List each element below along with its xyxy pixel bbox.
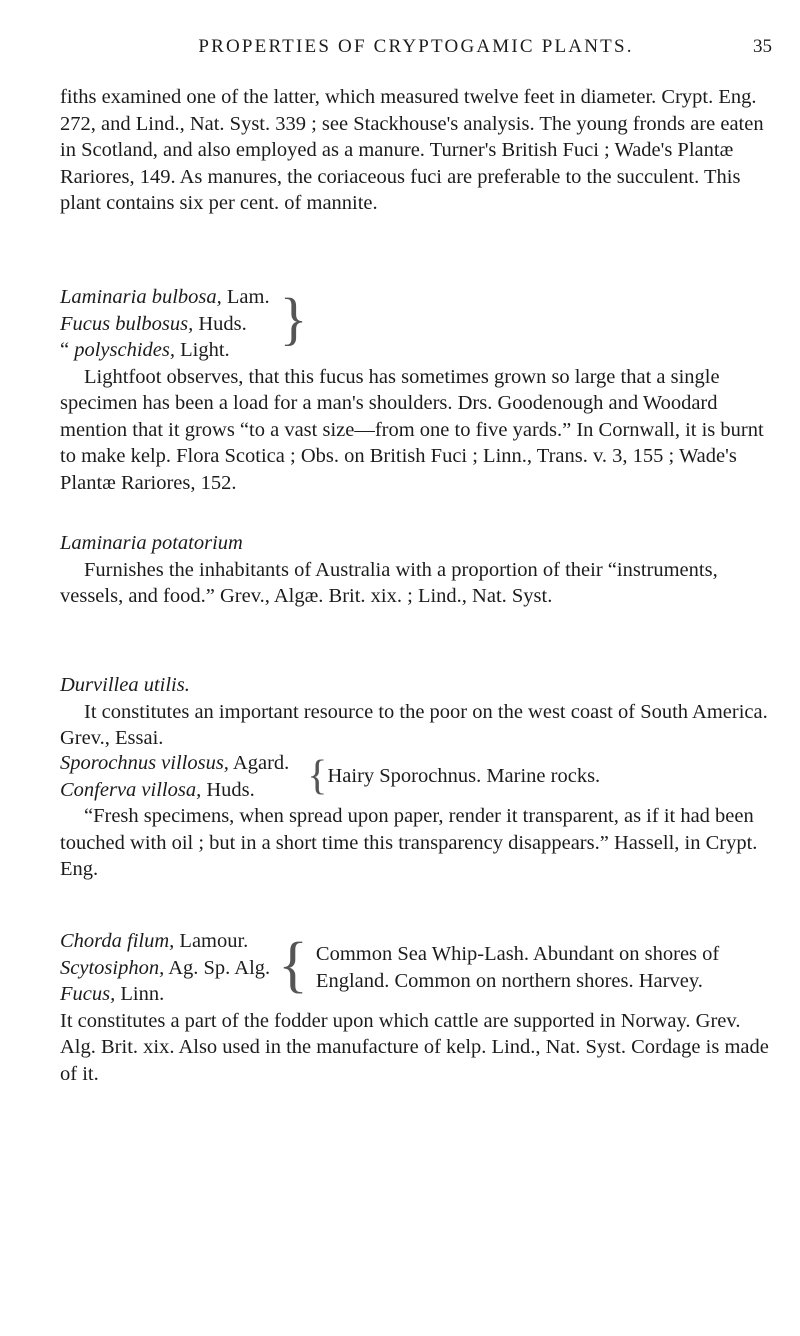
entry-laminaria-potatorium (60, 530, 772, 610)
species-name: Laminaria bulbosa, (60, 286, 222, 308)
species-authority: Huds. (201, 778, 255, 801)
species-name: Fucus bulbosus, (60, 312, 194, 335)
entry-sporochnus-villosus (60, 750, 772, 883)
entry-text: It constitutes an important resource to the poor on the west coast of South America. Grev., Essai. (60, 700, 768, 749)
entry-text: It constitutes a part of the fodder upon which cattle are supported in Norway. Grev. Alg. Brit. xix. Also used in the manufacture of kelp. Lind., Nat. Syst. Cordage is made of it. (60, 1009, 769, 1085)
synonym-line (60, 284, 270, 311)
species-authority: Linn. (115, 983, 165, 1005)
brace-icon: } (279, 286, 308, 351)
species-name: Conferva villosa, (60, 778, 202, 801)
synonym-line (60, 955, 270, 982)
species-name: Laminaria potatorium (60, 532, 243, 554)
entry-text: Furnishes the inhabitants of Australia with a proportion of their “instruments, vessels, and food.” Grev., Algæ. Brit. xix. ; Lind., Nat. Syst. (60, 558, 718, 607)
species-name: polyschides, (74, 339, 176, 361)
species-authority: Light. (175, 339, 230, 361)
running-header (60, 36, 772, 66)
synonym-group (60, 750, 772, 803)
synonym-line (60, 981, 270, 1008)
synonym-group (60, 928, 772, 1008)
species-name: Durvillea utilis. (60, 674, 190, 696)
synonym-group (60, 284, 772, 364)
species-name: Chorda filum, (60, 930, 175, 952)
common-name-description: Hairy Sporochnus. Marine rocks. (327, 765, 601, 788)
entry-text: “Fresh specimens, when spread upon paper, render it transparent, as if it had been touched with oil ; but in a short time this transparency disappears.” Hassell, in Crypt. Eng. (60, 805, 758, 880)
entry-text: Lightfoot observes, that this fucus has sometimes grown so large that a single specimen has been a load for a man's shoulders. Drs. Goodenough and Woodard mention that it grows “to a vast size—from one to five yards.” In Cornwall, it is burnt to make kelp. Flora Scotica ; Obs. on British Fuci ; Linn., Trans. v. 3, 155 ; Wade's Plantæ Rariores, 152. (60, 365, 764, 494)
brace-icon: { (278, 931, 308, 999)
synonym-list (60, 284, 270, 364)
species-authority: Huds. (193, 312, 247, 335)
species-authority: Agard. (228, 752, 290, 774)
species-authority: Lamour. (174, 930, 249, 952)
species-authority: Lam. (221, 286, 270, 308)
entry-laminaria-bulbosa (60, 284, 772, 496)
synonym-line (60, 777, 289, 804)
species-name: Fucus, (60, 983, 116, 1005)
species-name: Scytosiphon, (60, 956, 165, 979)
synonym-line (60, 750, 289, 777)
ditto-mark: “ (60, 339, 75, 361)
synonym-list (60, 750, 289, 803)
species-authority: Ag. Sp. Alg. (164, 956, 271, 979)
synonym-line (60, 311, 270, 338)
page-number: 35 (753, 36, 772, 57)
running-title: PROPERTIES OF CRYPTOGAMIC PLANTS. (198, 36, 634, 57)
entry-chorda-filum (60, 928, 772, 1087)
entry-durvillea-utilis (60, 672, 772, 752)
synonym-line (60, 928, 270, 955)
species-name: Sporochnus villosus, (60, 752, 229, 774)
paragraph-text: fiths examined one of the latter, which measured twelve feet in diameter. Crypt. Eng. 272, and Lind., Nat. Syst. 339 ; see Stackhouse's analysis. The young fronds are eaten in Scotland, and also employed as a manure. Turner's British Fuci ; Wade's Plantæ Rariores, 149. As manures, the coriaceous fuci are preferable to the succulent. This plant contains six per cent. of mannite. (60, 86, 764, 214)
paragraph-continuation (60, 84, 772, 217)
synonym-line (60, 337, 270, 364)
synonym-list (60, 928, 270, 1008)
common-name-description: Common Sea Whip-Lash. Abundant on shores of England. Common on northern shores. Harvey. (315, 943, 720, 992)
brace-icon: { (307, 753, 328, 799)
